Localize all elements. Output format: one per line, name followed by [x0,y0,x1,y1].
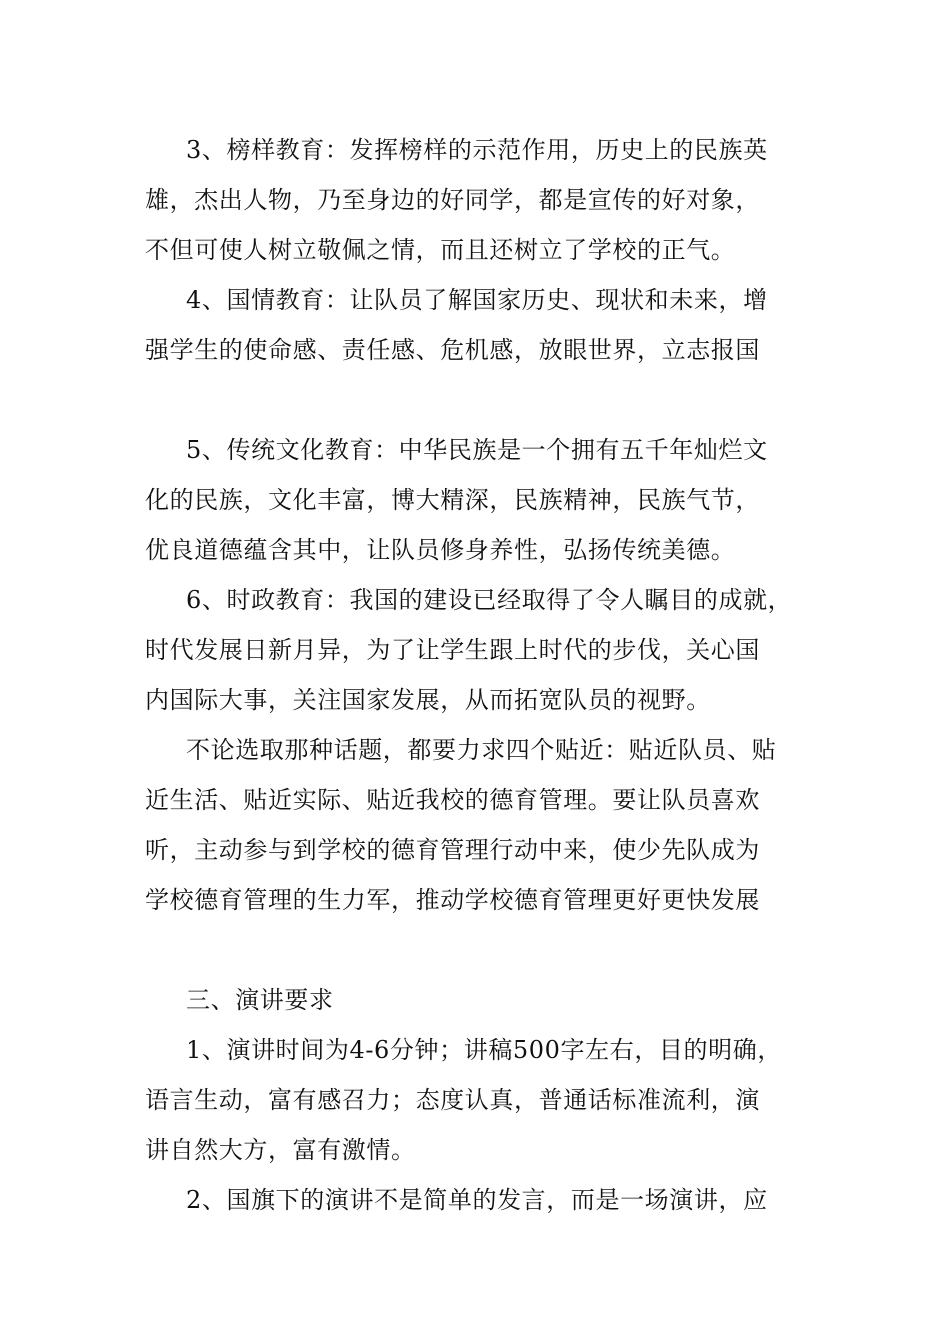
para-line: 优良道德蕴含其中，让队员修身养性，弘扬传统美德。 [145,536,736,564]
para-line: 强学生的使命感、责任感、危机感，放眼世界，立志报国 [145,336,760,364]
para-line: 不但可使人树立敬佩之情，而且还树立了学校的正气。 [145,236,736,264]
para-line: 内国际大事，关注国家发展，从而拓宽队员的视野。 [145,686,711,714]
para-line: 讲自然大方，富有激情。 [145,1136,416,1164]
para-line: 5、传统文化教育：中华民族是一个拥有五千年灿烂文 [186,436,768,464]
para-line: 语言生动，富有感召力；态度认真，普通话标准流利，演 [145,1086,760,1114]
para-line: 2、国旗下的演讲不是简单的发言，而是一场演讲，应 [186,1186,768,1214]
section-heading: 三、演讲要求 [186,986,334,1014]
para-line: 3、榜样教育：发挥榜样的示范作用，历史上的民族英 [186,136,768,164]
para-line: 雄，杰出人物，乃至身边的好同学，都是宣传的好对象， [145,186,760,214]
para-line: 6、时政教育：我国的建设已经取得了令人瞩目的成就， [186,586,793,614]
para-line: 化的民族，文化丰富，博大精深，民族精神，民族气节， [145,486,760,514]
para-line: 近生活、贴近实际、贴近我校的德育管理。要让队员喜欢 [145,786,760,814]
para-line: 学校德育管理的生力军，推动学校德育管理更好更快发展 [145,886,760,914]
para-line: 听，主动参与到学校的德育管理行动中来，使少先队成为 [145,836,760,864]
para-line: 不论选取那种话题，都要力求四个贴近：贴近队员、贴 [186,736,777,764]
para-line: 1、演讲时间为4-6分钟；讲稿500字左右，目的明确， [186,1036,782,1064]
para-line: 时代发展日新月异，为了让学生跟上时代的步伐，关心国 [145,636,760,664]
para-line: 4、国情教育：让队员了解国家历史、现状和未来，增 [186,286,768,314]
